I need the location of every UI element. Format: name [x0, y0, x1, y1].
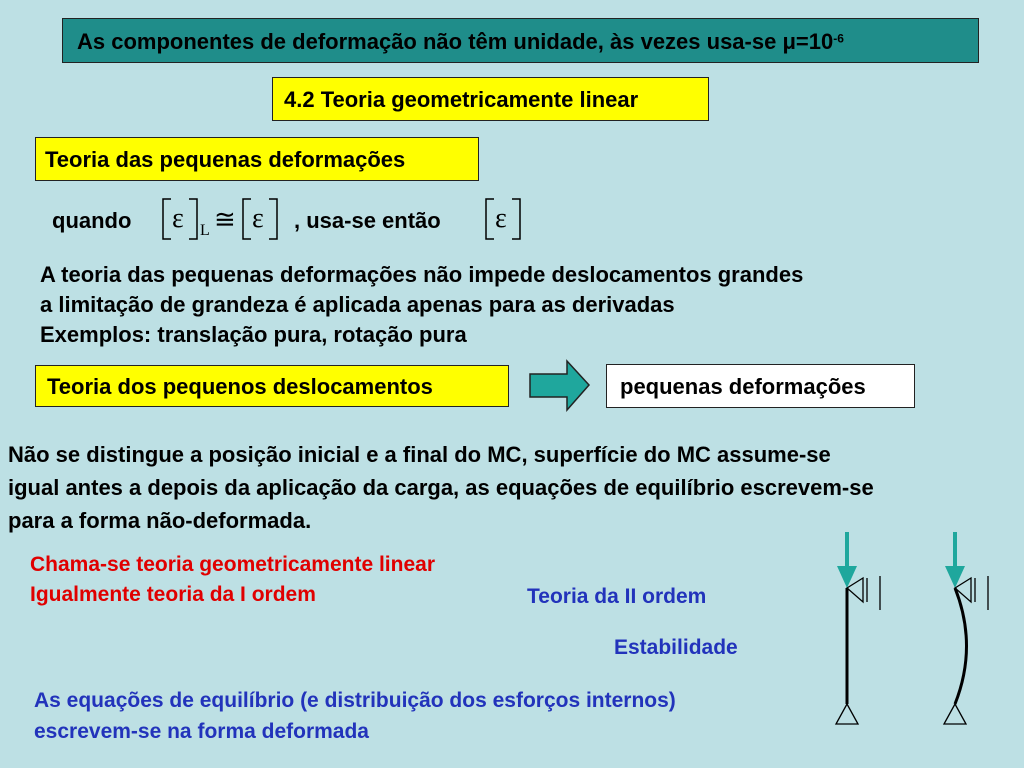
right-arrow-icon	[529, 360, 591, 412]
formula-then: , usa-se então	[294, 208, 441, 233]
paragraph-line: escrevem-se na forma deformada	[34, 720, 369, 743]
buckled-column-icon	[933, 530, 1003, 730]
formula-eps-1: ε	[172, 203, 184, 234]
formula-subscript: L	[200, 222, 210, 239]
small-displacement-theory-box	[35, 365, 509, 407]
paragraph-undeformed	[8, 438, 874, 537]
small-strain-theory-box	[35, 137, 479, 181]
paragraph-line: As equações de equilíbrio (e distribuição dos esforços internos)	[34, 689, 676, 712]
stability-label: Estabilidade	[614, 636, 738, 659]
paragraph-small-strains	[40, 260, 803, 350]
paragraph-line: a limitação de grandeza é aplicada apenas para as derivadas	[40, 292, 675, 317]
paragraph-line: Exemplos: translação pura, rotação pura	[40, 322, 467, 347]
small-strain-theory-label: Teoria das pequenas deformações	[45, 147, 406, 172]
bracket-left-1	[160, 198, 172, 240]
header-exponent: -6	[833, 31, 844, 46]
paragraph-line: igual antes a depois da aplicação da carga, as equações de equilíbrio escrevem-se	[8, 475, 874, 500]
note-line: Chama-se teoria geometricamente linear	[30, 553, 435, 576]
section-title-text: 4.2 Teoria geometricamente linear	[284, 87, 639, 112]
paragraph-deformed	[34, 685, 676, 747]
small-displacement-theory-label: Teoria dos pequenos deslocamentos	[47, 374, 433, 399]
straight-column-icon	[825, 530, 895, 730]
small-strain-result-box	[606, 364, 915, 408]
section-title	[272, 77, 709, 121]
bracket-left-3	[483, 198, 495, 240]
bracket-left-2	[240, 198, 252, 240]
formula-eps-2: ε	[252, 203, 264, 234]
note-line: Igualmente teoria da I ordem	[30, 583, 316, 606]
paragraph-line: A teoria das pequenas deformações não impede deslocamentos grandes	[40, 262, 804, 287]
formula-quando: quando	[52, 208, 132, 233]
header-text: As componentes de deformação não têm unidade, às vezes usa-se μ=10	[77, 29, 834, 54]
header-box	[62, 18, 979, 63]
bracket-right-2	[268, 198, 280, 240]
second-order-label: Teoria da II ordem	[527, 585, 707, 608]
linear-theory-note	[30, 550, 435, 610]
small-strain-result-label: pequenas deformações	[620, 374, 866, 399]
bracket-right-1	[188, 198, 200, 240]
formula-approx: ≅	[214, 205, 236, 234]
paragraph-line: Não se distingue a posição inicial e a final do MC, superfície do MC assume-se	[8, 442, 831, 467]
paragraph-line: para a forma não-deformada.	[8, 508, 312, 533]
bracket-right-3	[511, 198, 523, 240]
formula-eps-3: ε	[495, 203, 507, 234]
